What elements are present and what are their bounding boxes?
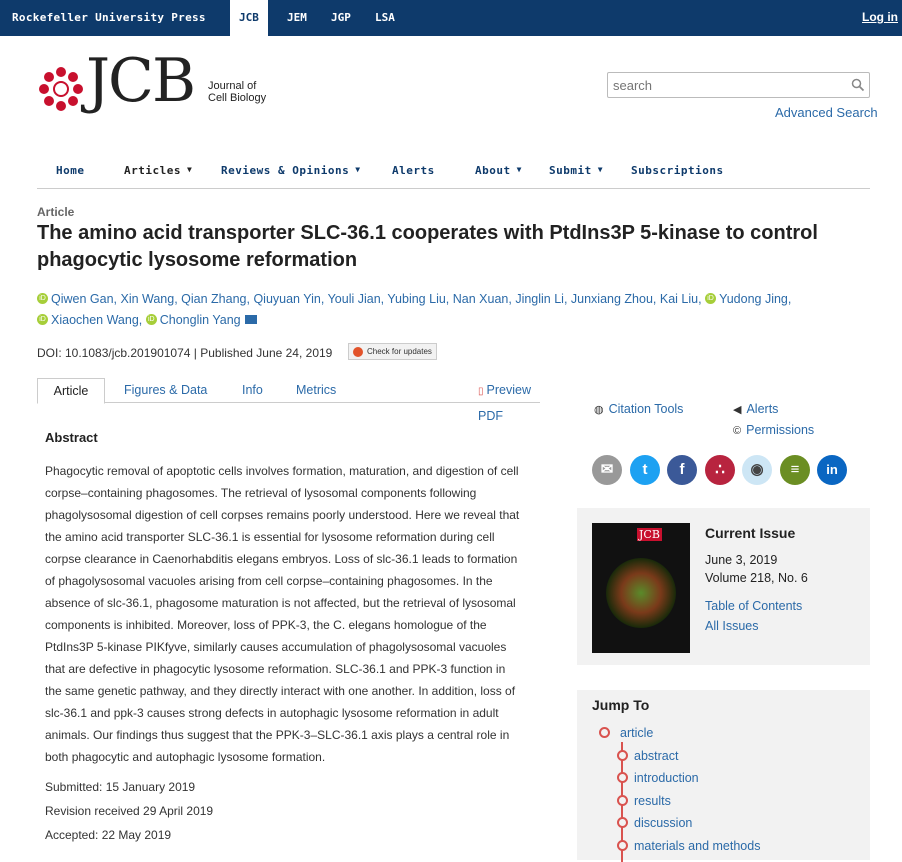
author-link[interactable]: Nan Xuan	[452, 292, 509, 306]
jump-link-introduction[interactable]: introduction	[634, 771, 699, 785]
copyright-icon: ©	[733, 425, 742, 437]
tab-info[interactable]: Info	[242, 383, 263, 397]
main-nav	[37, 160, 870, 189]
bullet-icon	[617, 840, 628, 851]
nav-home-label: Home	[56, 164, 85, 177]
author-link[interactable]: Junxiang Zhou	[570, 292, 653, 306]
accepted-date: Accepted: 22 May 2019	[45, 828, 172, 842]
chevron-down-icon: ▼	[597, 165, 604, 174]
nav-subscriptions[interactable]	[631, 164, 724, 177]
citeulike-icon[interactable]: ≡	[780, 455, 810, 485]
submitted-date: Submitted: 15 January 2019	[45, 780, 196, 794]
author-link[interactable]: Chonglin Yang	[159, 313, 241, 327]
author-link[interactable]: Jinglin Li	[515, 292, 564, 306]
bullet-icon	[617, 817, 628, 828]
pdf-icon: ▯	[478, 386, 484, 397]
nav-reviews-label: Reviews & Opinions	[221, 164, 350, 177]
search-icon[interactable]	[851, 78, 865, 92]
current-issue-panel	[577, 508, 870, 665]
preview-pdf-label: Preview PDF	[478, 383, 531, 423]
issue-date: June 3, 2019	[705, 553, 778, 567]
table-of-contents-link[interactable]: Table of Contents	[705, 599, 803, 613]
author-link[interactable]: Yudong Jing	[719, 292, 788, 306]
author-link[interactable]: Youli Jian	[327, 292, 381, 306]
tab-figures-data[interactable]: Figures & Data	[124, 383, 208, 397]
cover-art	[606, 558, 676, 628]
citation-tools-link[interactable]	[594, 402, 683, 416]
jump-to-heading: Jump To	[592, 697, 650, 713]
chevron-down-icon: ▼	[186, 165, 193, 174]
search-input[interactable]	[608, 73, 838, 97]
preview-pdf-link[interactable]	[478, 378, 540, 429]
current-issue-heading: Current Issue	[705, 525, 796, 541]
abstract-text: Phagocytic removal of apoptotic cells involves formation, maturation, and digestion of cell corpse–containing phagosomes. The retrieval of lysosomal components following phagolysosomal digestion of cell corpses remains poorly understood. Here we reveal that the amino acid transporter SLC-36.1 is essential for lysosome reformation during cell corpse clearance in Caenorhabditis elegans embryos. Loss of slc-36.1 leads to formation of phagolysosomal vacuoles arising from cell corpse–containing phagosomes. In the absence of slc-36.1, phagosome maturation is not affected, but the retrieval of lysosomal components is inhibited. Moreover, loss of PPK-3, the C. elegans homologue of the PtdIns3P 5-kinase PIKfyve, similarly causes accumulation of phagolysosomal vacuoles that are defective in phagocytic lysosome reformation. SLC-36.1 and PPK-3 function in the same genetic pathway, and they directly interact with one another. In addition, loss of slc-36.1 and ppk-3 causes strong defects in autophagic lysosome reformation in adult animals. Our findings thus suggest that the PPK-3–SLC-36.1 axis plays a central role in both phagocytic and autophagic lysosome formation.	[45, 464, 520, 764]
journal-tab-jgp[interactable]: JGP	[331, 11, 351, 24]
nav-home[interactable]	[56, 164, 85, 177]
megaphone-icon: ◀	[733, 404, 742, 416]
journal-tab-jem[interactable]: JEM	[287, 11, 307, 24]
author-link[interactable]: Yubing Liu	[387, 292, 446, 306]
bullet-icon	[617, 750, 628, 761]
author-link[interactable]: Xiaochen Wang	[51, 313, 139, 327]
nav-about-label: About	[475, 164, 511, 177]
journal-tab-lsa[interactable]: LSA	[375, 11, 395, 24]
tab-article[interactable]: Article	[37, 378, 105, 404]
top-bar	[0, 0, 902, 36]
author-link[interactable]: Qiwen Gan	[51, 292, 114, 306]
orcid-icon[interactable]: iD	[705, 293, 716, 304]
check-updates-label: Check for updates	[367, 347, 432, 356]
author-link[interactable]: Qiuyuan Yin	[253, 292, 321, 306]
email-share-icon[interactable]: ✉	[592, 455, 622, 485]
orcid-icon[interactable]: iD	[37, 293, 48, 304]
cover-title: JCB	[639, 528, 660, 541]
permissions-label: Permissions	[746, 423, 815, 437]
nav-submit[interactable]	[549, 164, 603, 177]
orcid-icon[interactable]: iD	[146, 314, 157, 325]
jump-link-results[interactable]: results	[634, 794, 671, 808]
article-tabs	[37, 378, 540, 423]
author-list: iD Qiwen Gan, Xin Wang, Qian Zhang, Qiuyuan Yin, Youli Jian, Yubing Liu, Nan Xuan, Jinglin Li, Junxiang Zhou, Kai Liu, iD Yudong Jing, iD Xiaochen Wang, iD Chonglin Yang	[37, 289, 837, 331]
logo-subtitle-line2: Cell Biology	[208, 92, 267, 104]
article-type: Article	[37, 205, 75, 219]
issue-volume: Volume 218, No. 6	[705, 571, 808, 585]
citation-tools-label: Citation Tools	[608, 402, 684, 416]
search-box	[607, 72, 870, 98]
jump-to-panel	[577, 690, 870, 860]
twitter-icon[interactable]: t	[630, 455, 660, 485]
nav-alerts[interactable]	[392, 164, 435, 177]
jump-link-materials-methods[interactable]: materials and methods	[634, 839, 761, 853]
nav-about[interactable]	[475, 164, 522, 177]
jump-link-article[interactable]: article	[620, 726, 654, 740]
doi-line: DOI: 10.1083/jcb.201901074 | Published June 24, 2019	[37, 346, 333, 360]
bullet-icon	[617, 795, 628, 806]
advanced-search-link[interactable]: Advanced Search	[775, 105, 878, 120]
bullet-icon	[617, 772, 628, 783]
all-issues-link[interactable]: All Issues	[705, 619, 759, 633]
alerts-label: Alerts	[746, 402, 779, 416]
orcid-icon[interactable]: iD	[37, 314, 48, 325]
check-for-updates-button[interactable]	[348, 343, 437, 360]
revision-date: Revision received 29 April 2019	[45, 804, 214, 818]
logo-subtitle-line1: Journal of	[208, 80, 257, 92]
facebook-icon[interactable]: f	[667, 455, 697, 485]
linkedin-icon[interactable]: in	[817, 455, 847, 485]
tab-metrics[interactable]: Metrics	[296, 383, 337, 397]
journal-logo[interactable]	[36, 46, 276, 120]
nav-alerts-label: Alerts	[392, 164, 435, 177]
nav-articles-label: Articles	[124, 164, 181, 177]
logo-wordmark: JCB	[86, 46, 195, 116]
chevron-down-icon: ▼	[516, 165, 522, 174]
email-icon[interactable]	[245, 315, 257, 324]
jump-link-abstract[interactable]: abstract	[634, 749, 679, 763]
author-link[interactable]: Qian Zhang	[181, 292, 247, 306]
login-link[interactable]: Log in	[862, 10, 898, 24]
nav-submit-label: Submit	[549, 164, 592, 177]
abstract-heading: Abstract	[45, 430, 98, 445]
issue-cover-image[interactable]	[592, 523, 690, 653]
bullet-icon	[599, 727, 610, 738]
publisher-link[interactable]: Rockefeller University Press	[12, 11, 206, 24]
logo-emblem-icon	[36, 64, 86, 114]
chevron-down-icon: ▼	[355, 165, 361, 174]
alerts-link[interactable]	[733, 402, 778, 416]
globe-icon: ◍	[594, 404, 604, 416]
jump-link-discussion[interactable]: discussion	[634, 816, 693, 830]
nav-reviews-opinions[interactable]	[221, 164, 361, 177]
author-link[interactable]: Xin Wang	[120, 292, 175, 306]
article-title: The amino acid transporter SLC-36.1 cooperates with PtdIns3P 5-kinase to control phagocytic lysosome reformation	[37, 222, 818, 271]
nav-subscriptions-label: Subscriptions	[631, 164, 724, 177]
author-link[interactable]: Kai Liu	[659, 292, 699, 306]
crossmark-icon	[353, 347, 363, 357]
permissions-link[interactable]	[733, 423, 814, 437]
nav-articles[interactable]	[124, 164, 192, 177]
reddit-icon[interactable]: ◉	[742, 455, 772, 485]
logo-subtitle	[208, 80, 266, 104]
journal-tab-jcb[interactable]: JCB	[230, 0, 268, 36]
mendeley-icon[interactable]: ∴	[705, 455, 735, 485]
